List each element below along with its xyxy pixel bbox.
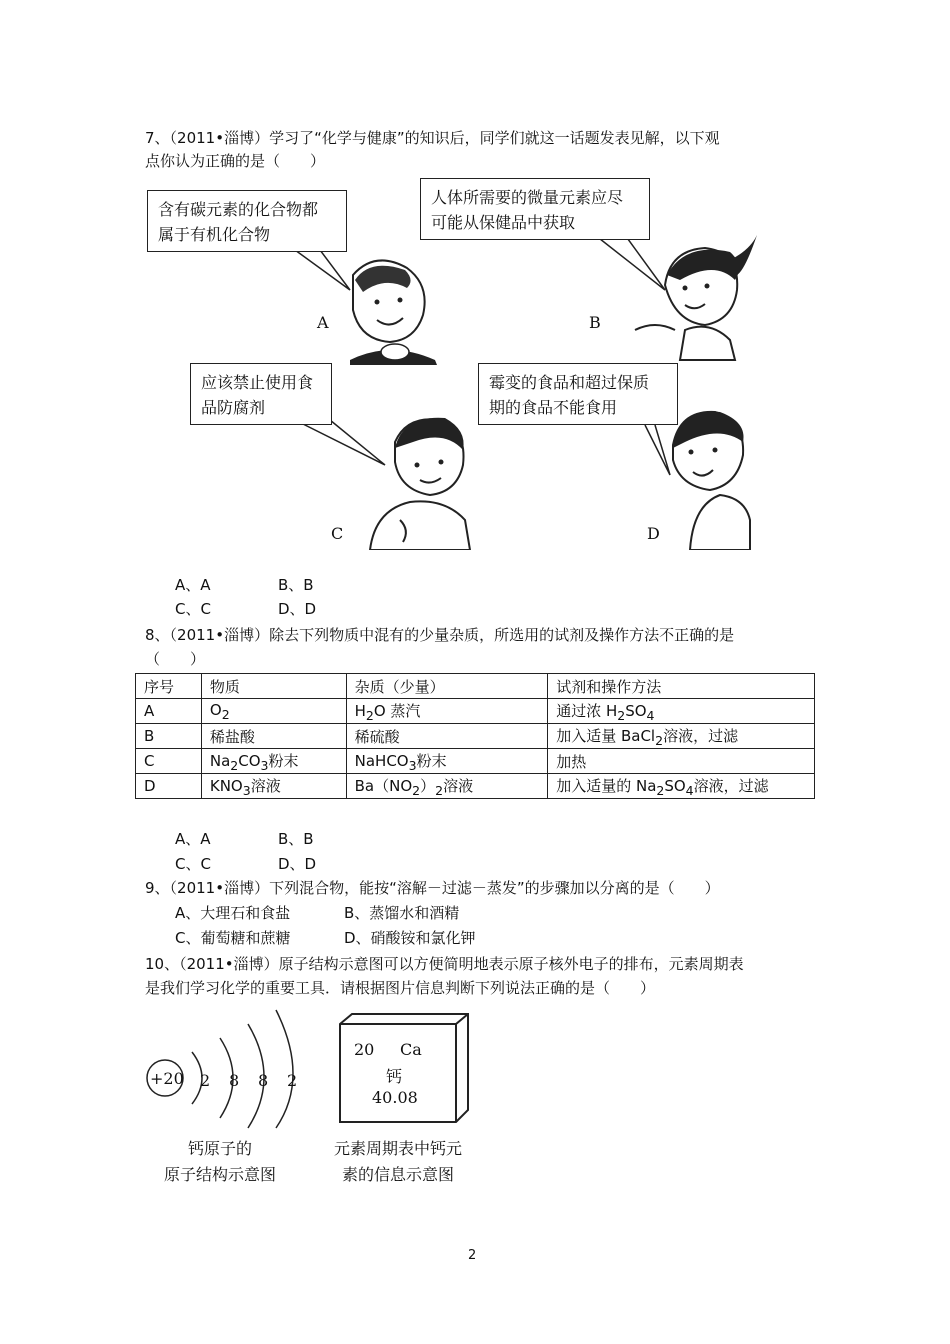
row-a-substance-text: O [209,700,222,719]
row-d-method-rest: 溶液，过滤 [693,776,769,795]
sub: 3 [260,757,269,773]
person-d-drawing [673,412,750,550]
shell-2-electrons: 8 [229,1071,240,1090]
atom-shells [140,1000,310,1130]
q7-option-a[interactable]: A、A [175,576,211,594]
element-name: 钙 [386,1067,403,1086]
row-a-impurity-text: H [354,701,366,720]
row-a-method [548,699,815,724]
q9-option-a[interactable]: A、大理石和食盐 [175,904,291,922]
row-c-co: CO [238,751,261,770]
q7-figure [145,180,765,550]
header-index: 序号 [136,674,202,699]
atomic-number: 20 [354,1040,375,1059]
row-d-substance [201,774,346,799]
table-row [136,774,815,799]
row-b-substance: 稀盐酸 [201,724,346,749]
sub: 2 [617,707,626,723]
row-c-substance [201,749,346,774]
row-c-impurity [346,749,548,774]
figure-label-b: B [589,313,601,332]
q8-option-d[interactable]: D、D [278,855,317,873]
row-b-method [548,724,815,749]
element-caption [318,1136,478,1188]
q8-option-c[interactable]: C、C [175,855,211,873]
q7-option-d[interactable]: D、D [278,600,317,618]
element-card-box [338,1012,470,1124]
sub: 2 [412,782,421,798]
page-number: 2 [468,1248,477,1263]
sub: 4 [685,782,694,798]
row-d-impurity-text: Ba（NO [354,776,413,795]
sub: 3 [242,782,251,798]
sub: 2 [221,706,230,722]
row-d-method-text: 加入适量的 Na [556,776,657,795]
atom-caption [140,1136,300,1188]
atom-structure-diagram [140,1000,310,1130]
row-c-rest: 粉末 [268,751,299,770]
q10-stem-line1: 10、（2011•淄博）原子结构示意图可以方便简明地表示原子核外电子的排布，元素周期表 [145,955,744,973]
bubble-a-line2: 属于有机化合物 [158,225,271,244]
bubble-d [478,363,678,425]
atom-caption-line2: 原子结构示意图 [163,1165,276,1184]
q7-stem-line1: 7、（2011•淄博）学习了“化学与健康”的知识后，同学们就这一话题发表见解，以下观 [145,129,720,147]
shell-3-electrons: 8 [258,1071,269,1090]
bubble-d-line2: 期的食品不能食用 [489,398,618,417]
row-b-method-text: 加入适量 BaCl [556,726,656,745]
bubble-a-line1: 含有碳元素的化合物都 [158,200,319,219]
q10-stem-line2: 是我们学习化学的重要工具．请根据图片信息判断下列说法正确的是（ ） [145,979,656,997]
bubble-b-line2: 可能从保健品中获取 [431,213,576,232]
figure-label-d: D [647,524,660,543]
bubble-b-line1: 人体所需要的微量元素应尽 [431,188,624,207]
q7-stem-line2: 点你认为正确的是（ ） [145,152,326,170]
row-a-method-mid: SO [625,701,647,720]
sub: 2 [230,757,239,773]
header-substance: 物质 [201,674,346,699]
element-caption-line1: 元素周期表中钙元 [333,1139,462,1158]
q8-stem-line2: （ ） [145,650,206,668]
sub: 2 [435,782,444,798]
row-d-so: SO [664,776,686,795]
atom-caption-line1: 钙原子的 [187,1139,252,1158]
sub: 2 [365,707,374,723]
bubble-d-line1: 霉变的食品和超过保质 [489,373,650,392]
row-c-impurity-rest: 粉末 [416,751,447,770]
q7-option-b[interactable]: B、B [278,576,314,594]
table-row [136,749,815,774]
q9-option-b[interactable]: B、蒸馏水和酒精 [344,904,460,922]
q8-option-b[interactable]: B、B [278,830,314,848]
element-caption-line2: 素的信息示意图 [341,1165,454,1184]
person-a-drawing [350,260,437,365]
row-d-substance-rest: 溶液 [250,776,281,795]
q9-stem: 9、（2011•淄博）下列混合物，能按“溶解－过滤－蒸发”的步骤加以分离的是（ ） [145,879,720,897]
row-b-impurity: 稀硫酸 [346,724,548,749]
row-d-impurity-rest: 溶液 [443,776,474,795]
table-row [136,699,815,724]
row-d-method [548,774,815,799]
row-d-substance-text: KNO [209,776,243,795]
row-a-impurity-rest: O 蒸汽 [373,701,421,720]
bubble-c [190,363,332,425]
sub: 4 [646,707,655,723]
sub: 3 [408,757,417,773]
person-c-drawing [370,418,470,550]
figure-label-a: A [317,313,329,332]
sub: 2 [656,782,665,798]
row-c-substance-text: Na [209,751,231,770]
element-card [338,1012,470,1124]
sub: 2 [655,732,664,748]
q9-option-d[interactable]: D、硝酸铵和氯化钾 [344,929,476,947]
shell-1-electrons: 2 [200,1071,211,1090]
row-d-impurity-close: ） [420,776,436,795]
atomic-mass: 40.08 [372,1088,418,1107]
bubble-b [420,178,650,240]
header-method: 试剂和操作方法 [548,674,815,699]
row-a-method-text: 通过浓 H [556,701,618,720]
row-d-index: D [136,774,202,799]
row-b-index: B [136,724,202,749]
header-impurity: 杂质（少量） [346,674,548,699]
row-a-index: A [136,699,202,724]
bubble-c-line2: 品防腐剂 [201,398,266,417]
table-header-row [136,674,815,699]
element-symbol: Ca [400,1040,422,1059]
q8-table [135,673,815,799]
bubble-c-line1: 应该禁止使用食 [201,373,314,392]
person-b-drawing [635,235,757,360]
row-c-impurity-text: NaHCO [354,751,409,770]
shell-4-electrons: 2 [287,1071,298,1090]
q8-option-a[interactable]: A、A [175,830,211,848]
nucleus-charge: +20 [150,1069,184,1088]
row-b-method-rest: 溶液，过滤 [663,726,739,745]
figure-label-c: C [331,524,344,543]
q7-option-c[interactable]: C、C [175,600,211,618]
q9-option-c[interactable]: C、葡萄糖和蔗糖 [175,929,291,947]
row-a-impurity [346,699,548,724]
table-row [136,724,815,749]
bubble-a [147,190,347,252]
row-c-method: 加热 [548,749,815,774]
row-a-substance [201,699,346,724]
row-d-impurity [346,774,548,799]
row-c-index: C [136,749,202,774]
q8-stem-line1: 8、（2011•淄博）除去下列物质中混有的少量杂质，所选用的试剂及操作方法不正确的是 [145,626,735,644]
